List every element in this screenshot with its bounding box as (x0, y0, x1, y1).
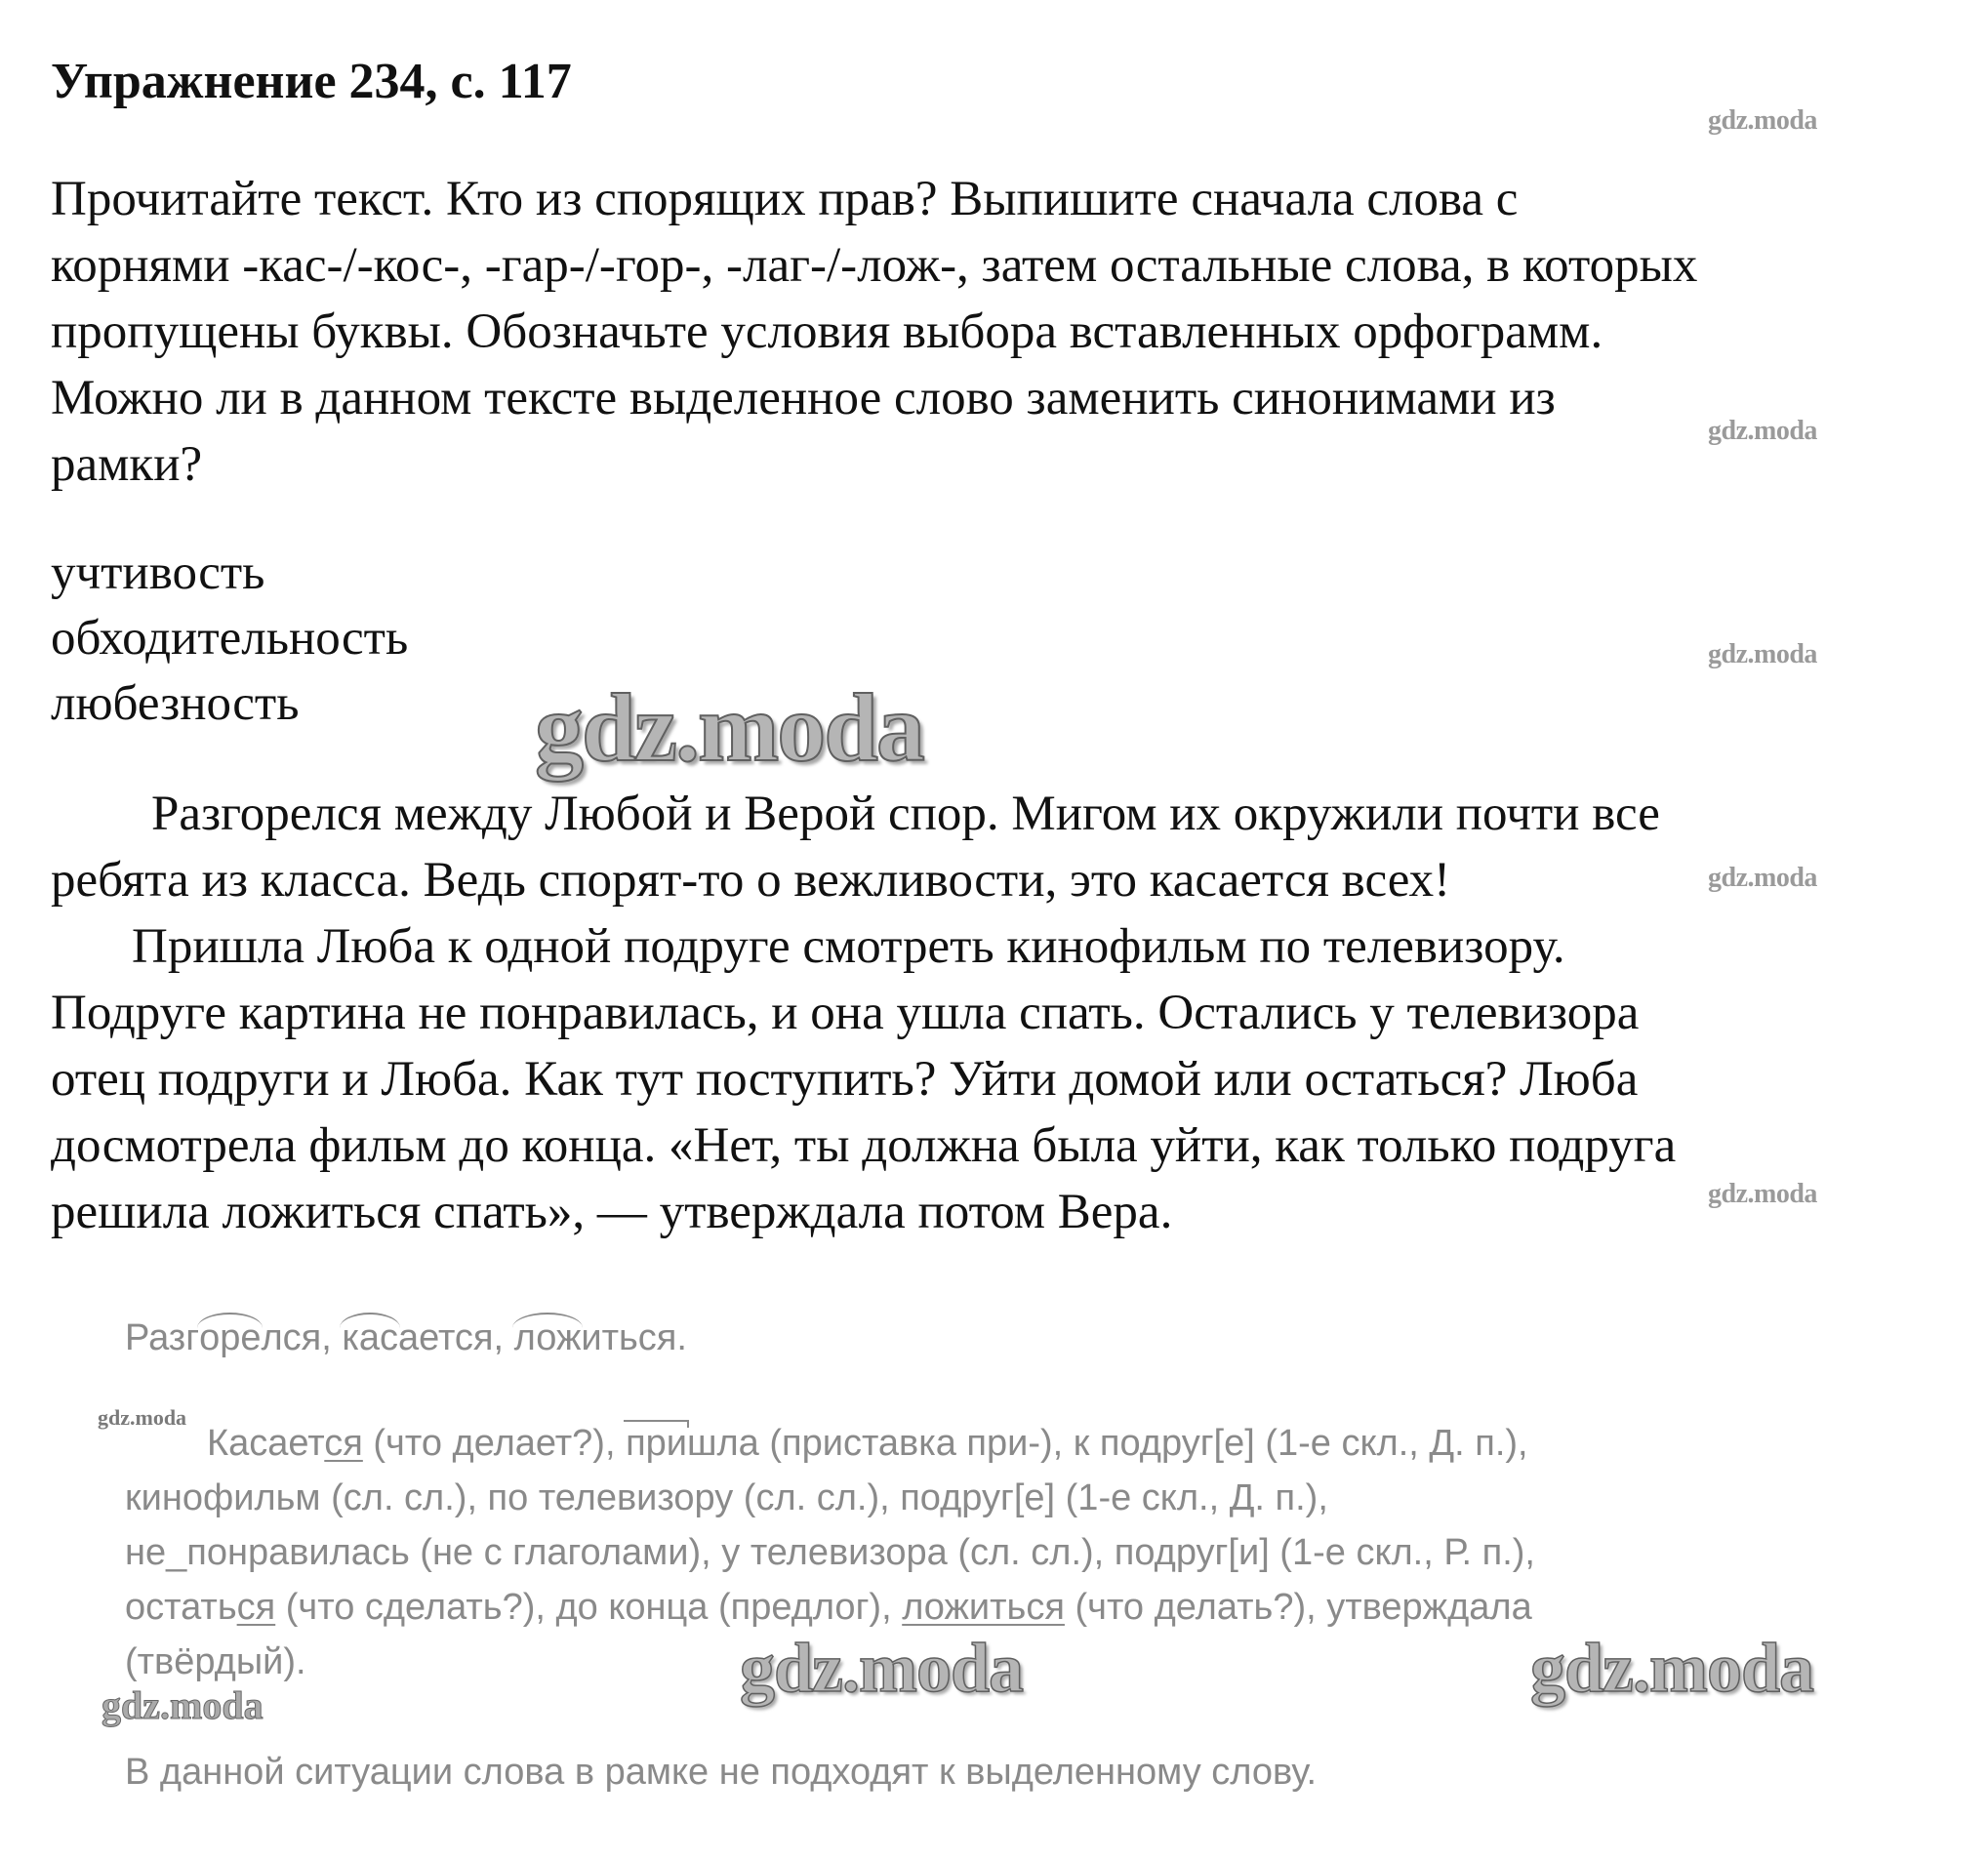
underlined-fragment: ся (324, 1423, 363, 1464)
task-line: Прочитайте текст. Кто из спорящих прав? Выпишите сначала слова с (51, 172, 1519, 226)
answer-line (125, 1580, 1532, 1635)
watermark: gdz.moda (1708, 105, 1817, 136)
watermark-large: gdz.moda (1530, 1629, 1814, 1707)
story-line: ребята из класса. Ведь спорят-то о вежливости, это касается всех! (51, 853, 1451, 908)
answer-fragment: иться. (581, 1317, 687, 1358)
answer-fragment: шла (приставка при-), к подруг[е] (1-е скл., Д. п.), (687, 1423, 1528, 1464)
watermark: gdz.moda (1708, 639, 1817, 669)
story-line: Подруге картина не понравилась, и она ушла спать. Остались у телевизора (51, 986, 1640, 1040)
watermark: gdz.moda (1708, 416, 1817, 446)
answer-fragment: Касает (207, 1423, 325, 1464)
story-line: отец подруги и Люба. Как тут поступить? Уйти домой или остаться? Люба (51, 1052, 1639, 1107)
answer-fragment: ается, (397, 1317, 514, 1358)
answer-fragment: (твёрдый). (125, 1641, 306, 1682)
exercise-title: Упражнение 234, с. 117 (51, 54, 572, 109)
root-mark: оре (199, 1311, 261, 1365)
answer-line (125, 1635, 306, 1689)
watermark: gdz.moda (101, 1683, 264, 1727)
watermark-large: gdz.moda (535, 673, 923, 782)
watermark: gdz.moda (1708, 1179, 1817, 1209)
root-mark: лож (514, 1311, 582, 1365)
story-line: Пришла Люба к одной подруге смотреть кинофильм по телевизору. (132, 919, 1565, 974)
answer-line (125, 1525, 1535, 1580)
answer-conclusion: В данной ситуации слова в рамке не подходят к выделенному слову. (125, 1752, 1318, 1793)
answer-fragment: не_понравилась (не с глаголами), у телевизора (сл. сл.), подруг[и] (1-е скл., Р. п.), (125, 1532, 1535, 1573)
answer-line (125, 1471, 1328, 1525)
task-line: Можно ли в данном тексте выделенное слово заменить синонимами из (51, 371, 1556, 425)
watermark-large: gdz.moda (740, 1629, 1024, 1707)
answer-roots-line (125, 1311, 687, 1365)
synonym-item: учтивость (51, 546, 265, 600)
underlined-fragment: ся (236, 1587, 276, 1628)
watermark: gdz.moda (1708, 863, 1817, 893)
answer-line (207, 1416, 1528, 1471)
task-line: рамки? (51, 437, 203, 492)
underlined-fragment: ложиться (902, 1587, 1065, 1628)
prefix-mark: при (626, 1416, 687, 1471)
answer-fragment: (что делать?), утверждала (1064, 1587, 1532, 1628)
synonym-item: обходительность (51, 611, 409, 666)
answer-fragment: (что делает?), (362, 1423, 627, 1464)
task-line: пропущены буквы. Обозначьте условия выбора вставленных орфограмм. (51, 304, 1603, 359)
root-mark: кас (342, 1311, 398, 1365)
answer-fragment: (что сделать?), до конца (предлог), (275, 1587, 903, 1628)
watermark: gdz.moda (98, 1405, 187, 1430)
task-line: корнями -кас-/-кос-, -гар-/-гор-, -лаг-/-лож-, затем остальные слова, в которых (51, 238, 1698, 293)
story-line: Разгорелся между Любой и Верой спор. Мигом их окружили почти все (151, 787, 1660, 841)
answer-fragment: Разг (125, 1317, 200, 1358)
answer-fragment: остать (125, 1587, 237, 1628)
story-line: досмотрела фильм до конца. «Нет, ты должна была уйти, как только подруга (51, 1118, 1677, 1173)
synonym-item: любезность (51, 676, 300, 731)
answer-fragment: кинофильм (сл. сл.), по телевизору (сл. сл.), подруг[е] (1-е скл., Д. п.), (125, 1477, 1328, 1518)
answer-fragment: лся, (261, 1317, 343, 1358)
story-line: решила ложиться спать», — утверждала потом Вера. (51, 1185, 1173, 1239)
